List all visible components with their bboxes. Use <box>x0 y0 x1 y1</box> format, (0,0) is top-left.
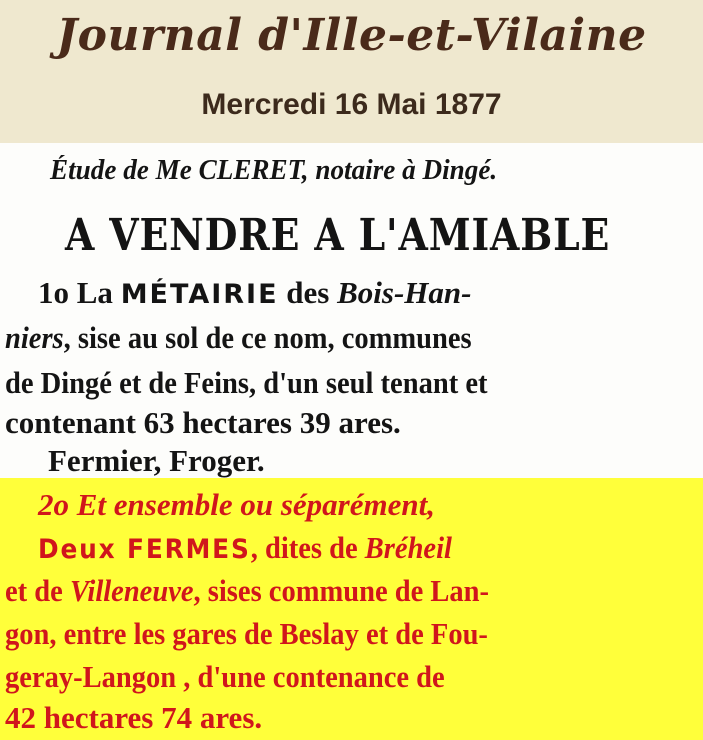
para1-line: de Dingé et de Feins, d'un seul tenant et <box>5 365 488 400</box>
text: , dites de <box>250 530 365 565</box>
place-name: Villeneuve <box>69 573 194 608</box>
para1-line <box>5 320 472 356</box>
para1-line: contenant 63 hectares 39 ares. <box>5 405 401 440</box>
para2-line: gon, entre les gares de Beslay et de Fou- <box>5 616 488 651</box>
place-name: niers <box>5 320 64 355</box>
sale-heading: A VENDRE A L'AMIABLE <box>65 210 611 261</box>
text: 1o La <box>38 275 121 310</box>
para2-line: 42 hectares 74 ares. <box>5 700 263 735</box>
journal-header <box>0 0 703 143</box>
fermier-line: Fermier, Froger. <box>48 443 265 478</box>
text: , sises commune de Lan- <box>193 573 490 608</box>
para2-line <box>5 573 489 609</box>
fermes-caps: Deux FERMES <box>38 534 251 565</box>
metairie-caps: MÉTAIRIE <box>120 279 279 310</box>
etude-line: Étude de Me CLERET, notaire à Dingé. <box>50 155 498 186</box>
text: des <box>278 275 338 310</box>
text: et de <box>5 573 70 608</box>
para2-line: 2o Et ensemble ou séparément, <box>38 487 435 522</box>
para1-line <box>38 275 471 311</box>
text: , sise au sol de ce nom, communes <box>63 320 472 355</box>
para2-line <box>38 530 452 566</box>
para2-line: geray-Langon , d'une contenance de <box>5 659 445 694</box>
place-name: Bréheil <box>364 530 452 565</box>
journal-date: Mercredi 16 Mai 1877 <box>201 88 502 121</box>
place-name: Bois-Han- <box>337 275 472 310</box>
journal-title: Journal d'Ille-et-Vilaine <box>56 10 647 61</box>
